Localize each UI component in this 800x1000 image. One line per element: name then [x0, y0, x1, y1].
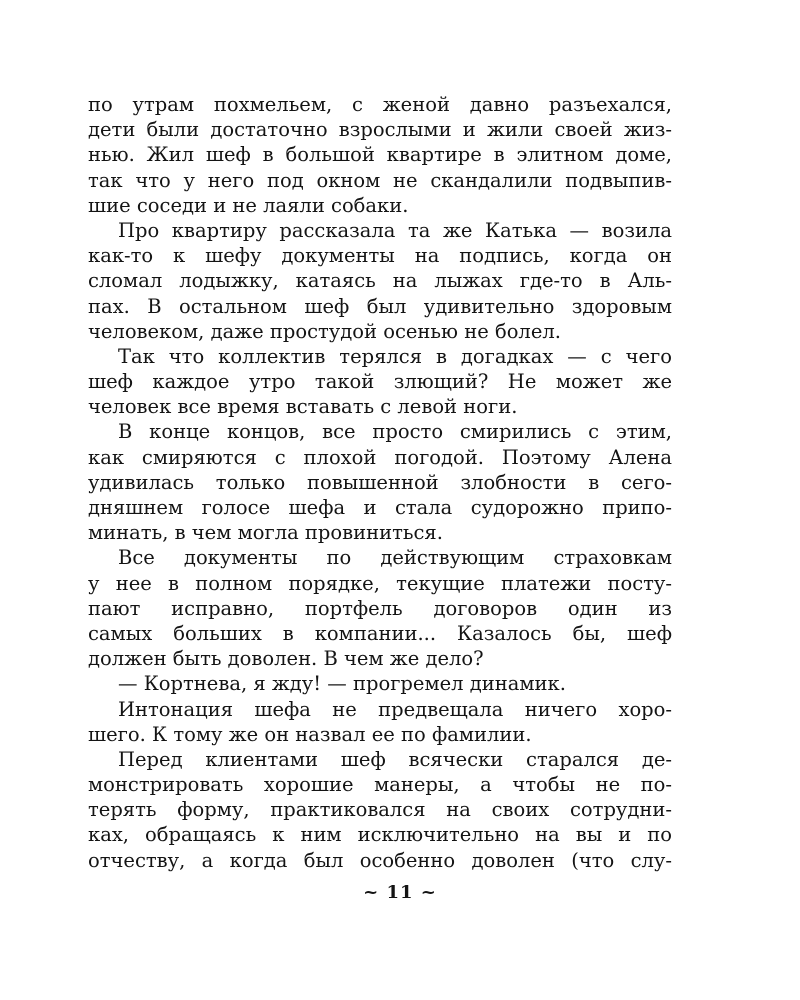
text-line: шего. К тому же он назвал ее по фамилии.	[88, 722, 532, 746]
text-line: человек все время вставать с левой ноги.	[88, 395, 518, 419]
text-line: монстрировать хорошие манеры, а чтобы не по-	[88, 773, 672, 797]
text-line: Про квартиру рассказала та же Катька — возила	[118, 218, 672, 242]
text-line: пают исправно, портфель договоров один из	[88, 596, 672, 620]
text-line: как-то к шефу документы на подпись, когда он	[88, 244, 672, 268]
body-text	[88, 92, 672, 873]
text-line: ках, обращаясь к ним исключительно на вы и по	[88, 823, 672, 847]
text-line: Интонация шефа не предвещала ничего хоро-	[118, 697, 672, 721]
text-line: должен быть доволен. В чем же дело?	[88, 647, 484, 671]
text-line: как смиряются с плохой погодой. Поэтому Алена	[88, 445, 672, 469]
text-line: шие соседи и не лаяли собаки.	[88, 193, 409, 217]
text-line: — Кортнева, я жду! — прогремел динамик.	[118, 672, 566, 696]
text-line: отчеству, а когда был особенно доволен (что слу-	[88, 848, 672, 872]
text-line: сломал лодыжку, катаясь на лыжах где-то в Аль-	[88, 269, 672, 293]
text-line: Все документы по действующим страховкам	[118, 546, 672, 570]
text-line: так что у него под окном не скандалили подвыпив-	[88, 168, 672, 192]
text-line: Так что коллектив терялся в догадках — с чего	[118, 344, 672, 368]
page-number: ~ 11 ~	[363, 882, 437, 903]
text-line: самых больших в компании... Казалось бы, шеф	[88, 621, 672, 645]
text-line: шеф каждое утро такой злющий? Не может же	[88, 370, 672, 394]
text-line: человеком, даже простудой осенью не болел.	[88, 319, 561, 343]
text-line: у нее в полном порядке, текущие платежи посту-	[88, 571, 672, 595]
text-line: удивилась только повышенной злобности в сего-	[88, 470, 672, 494]
text-line: по утрам похмельем, с женой давно разъехался,	[88, 93, 672, 116]
text-line: терять форму, практиковался на своих сотрудни-	[88, 798, 672, 822]
text-line: нью. Жил шеф в большой квартире в элитном доме,	[88, 143, 672, 167]
text-line: минать, в чем могла провиниться.	[88, 521, 443, 545]
text-line: Перед клиентами шеф всячески старался де-	[118, 747, 672, 771]
text-line: В конце концов, все просто смирились с этим,	[118, 420, 672, 444]
text-line: пах. В остальном шеф был удивительно здоровым	[88, 294, 672, 318]
text-line: дняшнем голосе шефа и стала судорожно припо-	[88, 496, 672, 519]
text-line: дети были достаточно взрослыми и жили своей жиз-	[88, 118, 672, 142]
